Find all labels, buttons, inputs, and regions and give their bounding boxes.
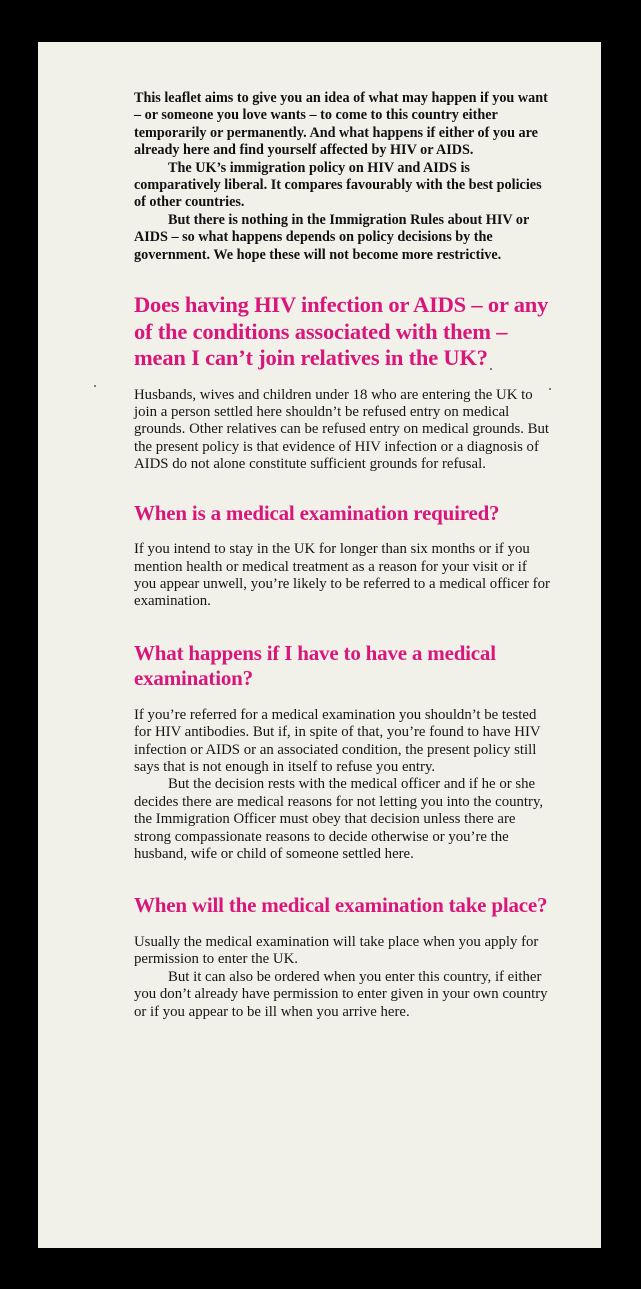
section-heading: What happens if I have to have a medical examination? xyxy=(134,640,496,691)
section-body xyxy=(134,541,552,611)
section-when-examination xyxy=(134,893,552,1021)
section-body xyxy=(134,707,552,864)
body-paragraph: But the decision rests with the medical officer and if he or she decides there are medical reasons for not letting you into the country, the Immigration Officer must obey that decision unless there are strong compassionate reasons to decide otherwise or you’re the husband, wife or child of someone settled here. xyxy=(134,776,544,862)
body-paragraph: If you’re referred for a medical examination you shouldn’t be tested for HIV antibodies. But if, in spite of that, you’re found to have HIV infection or AIDS or an associated condition, the present policy still says that is not enough in itself to refuse you entry. xyxy=(134,706,541,775)
section-heading: When will the medical examination take place? xyxy=(134,893,548,918)
section-examination-required xyxy=(134,501,552,611)
section-body xyxy=(134,387,552,474)
intro-paragraph: This leaflet aims to give you an idea of what may happen if you want – or someone you love wants – to come to this country either temporarily or permanently. And what happens if either of you are already here and find yourself affected by HIV or AIDS. xyxy=(134,90,548,159)
speck xyxy=(94,385,96,387)
body-paragraph: If you intend to stay in the UK for longer than six months or if you mention health or medical treatment as a reason for your visit or if you appear unwell, you’re likely to be referred to a medical officer for examination. xyxy=(134,541,550,610)
leaflet-content xyxy=(134,90,552,1021)
body-paragraph: Usually the medical examination will take place when you apply for permission to enter the UK. xyxy=(134,933,539,968)
section-what-happens xyxy=(134,641,552,864)
body-paragraph: But it can also be ordered when you enter this country, if either you don’t already have permission to enter given in your own country or if you appear to be ill when you arrive here. xyxy=(134,968,548,1020)
body-paragraph: Husbands, wives and children under 18 who are entering the UK to join a person settled here shouldn’t be refused entry on medical grounds. Other relatives can be refused entry on medical grounds. But the present policy is that evidence of HIV infection or a diagnosis of AIDS do not alone constitute sufficient grounds for refusal. xyxy=(134,386,550,473)
section-joining-relatives xyxy=(134,292,552,474)
intro-paragraph: But there is nothing in the Immigration Rules about HIV or AIDS – so what happens depends on policy decisions by the government. We hope these will not become more restrictive. xyxy=(134,211,530,263)
intro-paragraph: The UK’s immigration policy on HIV and AIDS is comparatively liberal. It compares favourably with the best policies of other countries. xyxy=(134,159,542,211)
leaflet-page xyxy=(38,42,601,1248)
section-heading: When is a medical examination required? xyxy=(134,500,500,525)
section-body xyxy=(134,934,552,1021)
section-heading: Does having HIV infection or AIDS – or any of the conditions associated with them – mean I can’t join relatives in the UK? xyxy=(134,292,549,371)
intro xyxy=(134,90,552,264)
